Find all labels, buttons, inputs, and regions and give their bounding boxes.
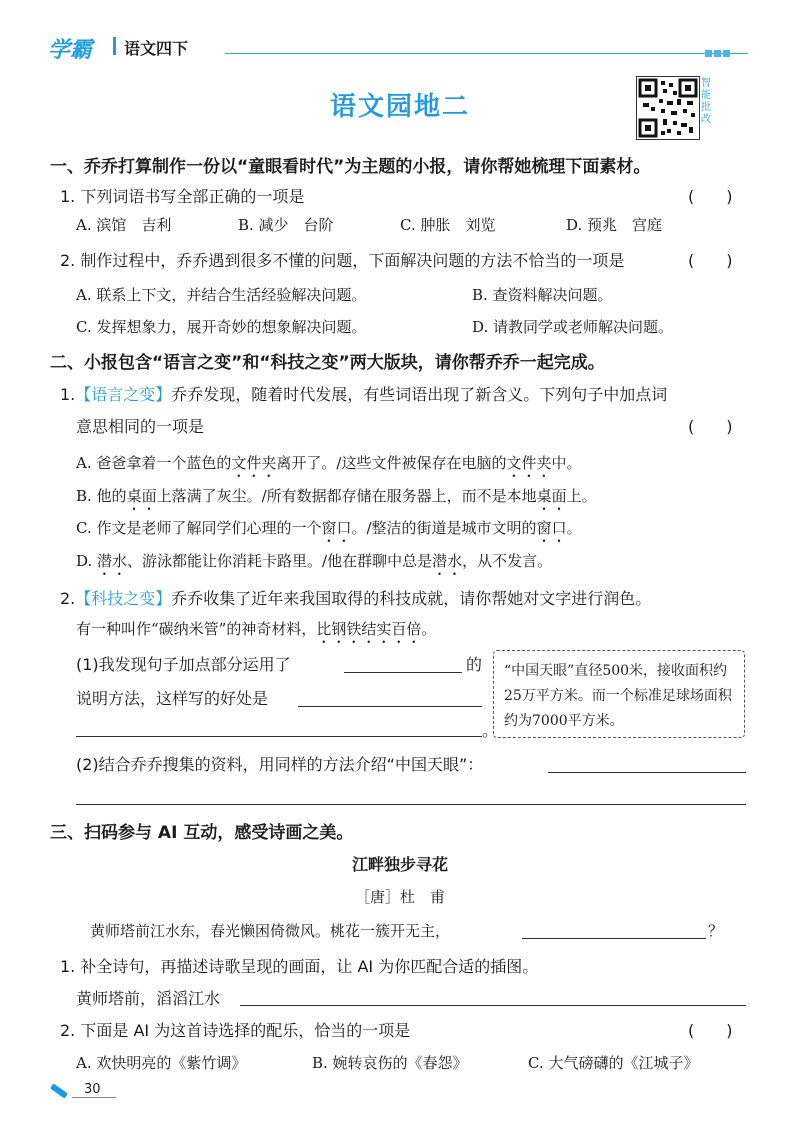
section1-heading: 一、乔乔打算制作一份以“童眼看时代”为主题的小报，请你帮她梳理下面素材。 — [50, 157, 651, 177]
s2-q1-option-a[interactable]: A. 爸爸拿着一个蓝色的文件夹离开了。/这些文件被保存在电脑的文件夹中。 — [76, 454, 582, 472]
page-title: 语文园地二 — [329, 92, 470, 122]
s2-q2-sub2-blank2[interactable] — [76, 804, 746, 805]
qr-label: 智能批改 — [701, 78, 711, 125]
footer-rule — [72, 1097, 116, 1098]
s2-q1-answer-paren[interactable]: ( ) — [688, 417, 733, 436]
page-number: 30 — [84, 1082, 101, 1097]
s2-q1-line1 — [60, 382, 667, 405]
dotted-word: 桌面 — [126, 487, 157, 505]
s2-q2-sub1-b: 的 — [466, 655, 483, 674]
dotted-word: 潜水 — [97, 552, 128, 570]
section3-heading: 三、扫码参与 AI 互动，感受诗画之美。 — [50, 823, 354, 843]
s2-q2-sub1-end: 。 — [482, 721, 499, 740]
s2-q2-tag: 【科技之变】 — [75, 589, 172, 608]
section2-heading: 二、小报包含“语言之变”和“科技之变”两大版块，请你帮乔乔一起完成。 — [50, 353, 605, 373]
s2-q2-stem: 乔乔收集了近年来我国取得的科技成就，请你帮她对文字进行润色。 — [171, 589, 652, 608]
logo: 学霸 — [48, 38, 93, 63]
s2-q1-option-c[interactable]: C. 作文是老师了解同学们心理的一个窗口。/整洁的街道是城市文明的窗口。 — [76, 519, 582, 537]
s3-q2-stem: 2. 下面是 AI 为这首诗选择的配乐，恰当的一项是 — [60, 1021, 411, 1040]
poem-title: 江畔独步寻花 — [351, 855, 448, 874]
tianyan-info-box: “中国天眼”直径500米，接收面积约25万平方米。而一个标准足球场面积约为7000平方米。 — [493, 650, 745, 738]
subject-label: 语文四下 — [124, 39, 189, 58]
pencil-icon — [50, 1083, 68, 1098]
s2-q1-tag: 【语言之变】 — [75, 385, 172, 404]
s2-q1-number: 1. — [60, 385, 76, 404]
s1-q2-option-a[interactable]: A. 联系上下文，并结合生活经验解决问题。 — [76, 286, 367, 304]
s1-q1-option-c[interactable]: C. 肿胀 刘览 — [400, 216, 496, 234]
dotted-word: 文件夹 — [506, 454, 552, 472]
s2-q1-stem-line1: 乔乔发现，随着时代发展，有些词语出现了新含义。下列句子中加点词 — [171, 385, 668, 404]
poem-line: 黄师塔前江水东，春光懒困倚微风。桃花一簇开无主， — [90, 922, 451, 940]
s2-q2-sub2-blank1[interactable] — [548, 772, 746, 773]
s1-q1-option-b[interactable]: B. 减少 台阶 — [238, 216, 334, 234]
qr-code-icon[interactable] — [636, 76, 700, 140]
s1-q2-option-b[interactable]: B. 查资料解决问题。 — [472, 286, 613, 304]
s2-q2-sentence: 有一种叫作“碳纳米管”的神奇材料，比钢铁结实百倍。 — [76, 620, 437, 638]
s2-q1-option-d[interactable]: D. 潜水、游泳都能让你消耗卡路里。/他在群聊中总是潜水，从不发言。 — [76, 552, 553, 570]
s2-q2-sub1-a: (1)我发现句子加点部分运用了 — [76, 655, 291, 674]
s1-q1-answer-paren[interactable]: ( ) — [688, 187, 733, 206]
s1-q2-stem: 2. 制作过程中，乔乔遇到很多不懂的问题，下面解决问题的方法不恰当的一项是 — [60, 251, 625, 270]
s2-q2-sub1-c: 说明方法，这样写的好处是 — [76, 689, 269, 708]
dotted-word: 窗口 — [536, 519, 567, 537]
s3-q1-stem: 1. 补全诗句，再描述诗歌呈现的画面，让 AI 为你匹配合适的插图。 — [60, 957, 539, 976]
s1-q1-option-a[interactable]: A. 滨馆 吉利 — [76, 216, 172, 234]
s2-q2-sub2: (2)结合乔乔搜集的资料，用同样的方法介绍“中国天眼”： — [76, 755, 484, 774]
dotted-word: 桌面 — [536, 487, 567, 505]
s3-q1-answer-prefix: 黄师塔前，滔滔江水 — [76, 989, 221, 1008]
poem-end: ？ — [708, 922, 724, 940]
s2-q1-stem-line2: 意思相同的一项是 — [76, 417, 205, 436]
s3-q2-option-b[interactable]: B. 婉转哀伤的《春怨》 — [312, 1054, 468, 1072]
decorative-squares-icon — [705, 42, 732, 61]
s2-q2-number: 2. — [60, 589, 76, 608]
s1-q1-option-d[interactable]: D. 预兆 宫庭 — [566, 216, 663, 234]
s3-q2-answer-paren[interactable]: ( ) — [688, 1021, 733, 1040]
dotted-word: 潜水 — [432, 552, 463, 570]
s2-q2-line1 — [60, 586, 651, 609]
logo-separator — [113, 37, 116, 55]
s3-q2-option-c[interactable]: C. 大气磅礴的《江城子》 — [528, 1054, 699, 1072]
s2-q2-sub1-blank3[interactable] — [76, 736, 482, 737]
poem-author: ［唐］杜 甫 — [354, 888, 445, 906]
header-divider — [225, 53, 748, 54]
dotted-word: 窗口 — [321, 519, 352, 537]
dotted-phrase: 比钢铁结实百倍 — [316, 620, 422, 638]
s3-q2-option-a[interactable]: A. 欢快明亮的《紫竹调》 — [76, 1054, 247, 1072]
s2-q2-sub1-blank1[interactable] — [344, 672, 462, 673]
poem-blank[interactable] — [522, 938, 706, 939]
s2-q2-sub1-blank2[interactable] — [298, 706, 482, 707]
s1-q2-option-c[interactable]: C. 发挥想象力，展开奇妙的想象解决问题。 — [76, 318, 367, 336]
s1-q1-stem: 1. 下列词语书写全部正确的一项是 — [60, 187, 305, 206]
s1-q2-option-d[interactable]: D. 请教同学或老师解决问题。 — [472, 318, 674, 336]
s1-q2-answer-paren[interactable]: ( ) — [688, 251, 733, 270]
s3-q1-blank[interactable] — [240, 1005, 746, 1006]
s2-q1-option-b[interactable]: B. 他的桌面上落满了灰尘。/所有数据都存储在服务器上，而不是本地桌面上。 — [76, 487, 597, 505]
dotted-word: 文件夹 — [231, 454, 277, 472]
